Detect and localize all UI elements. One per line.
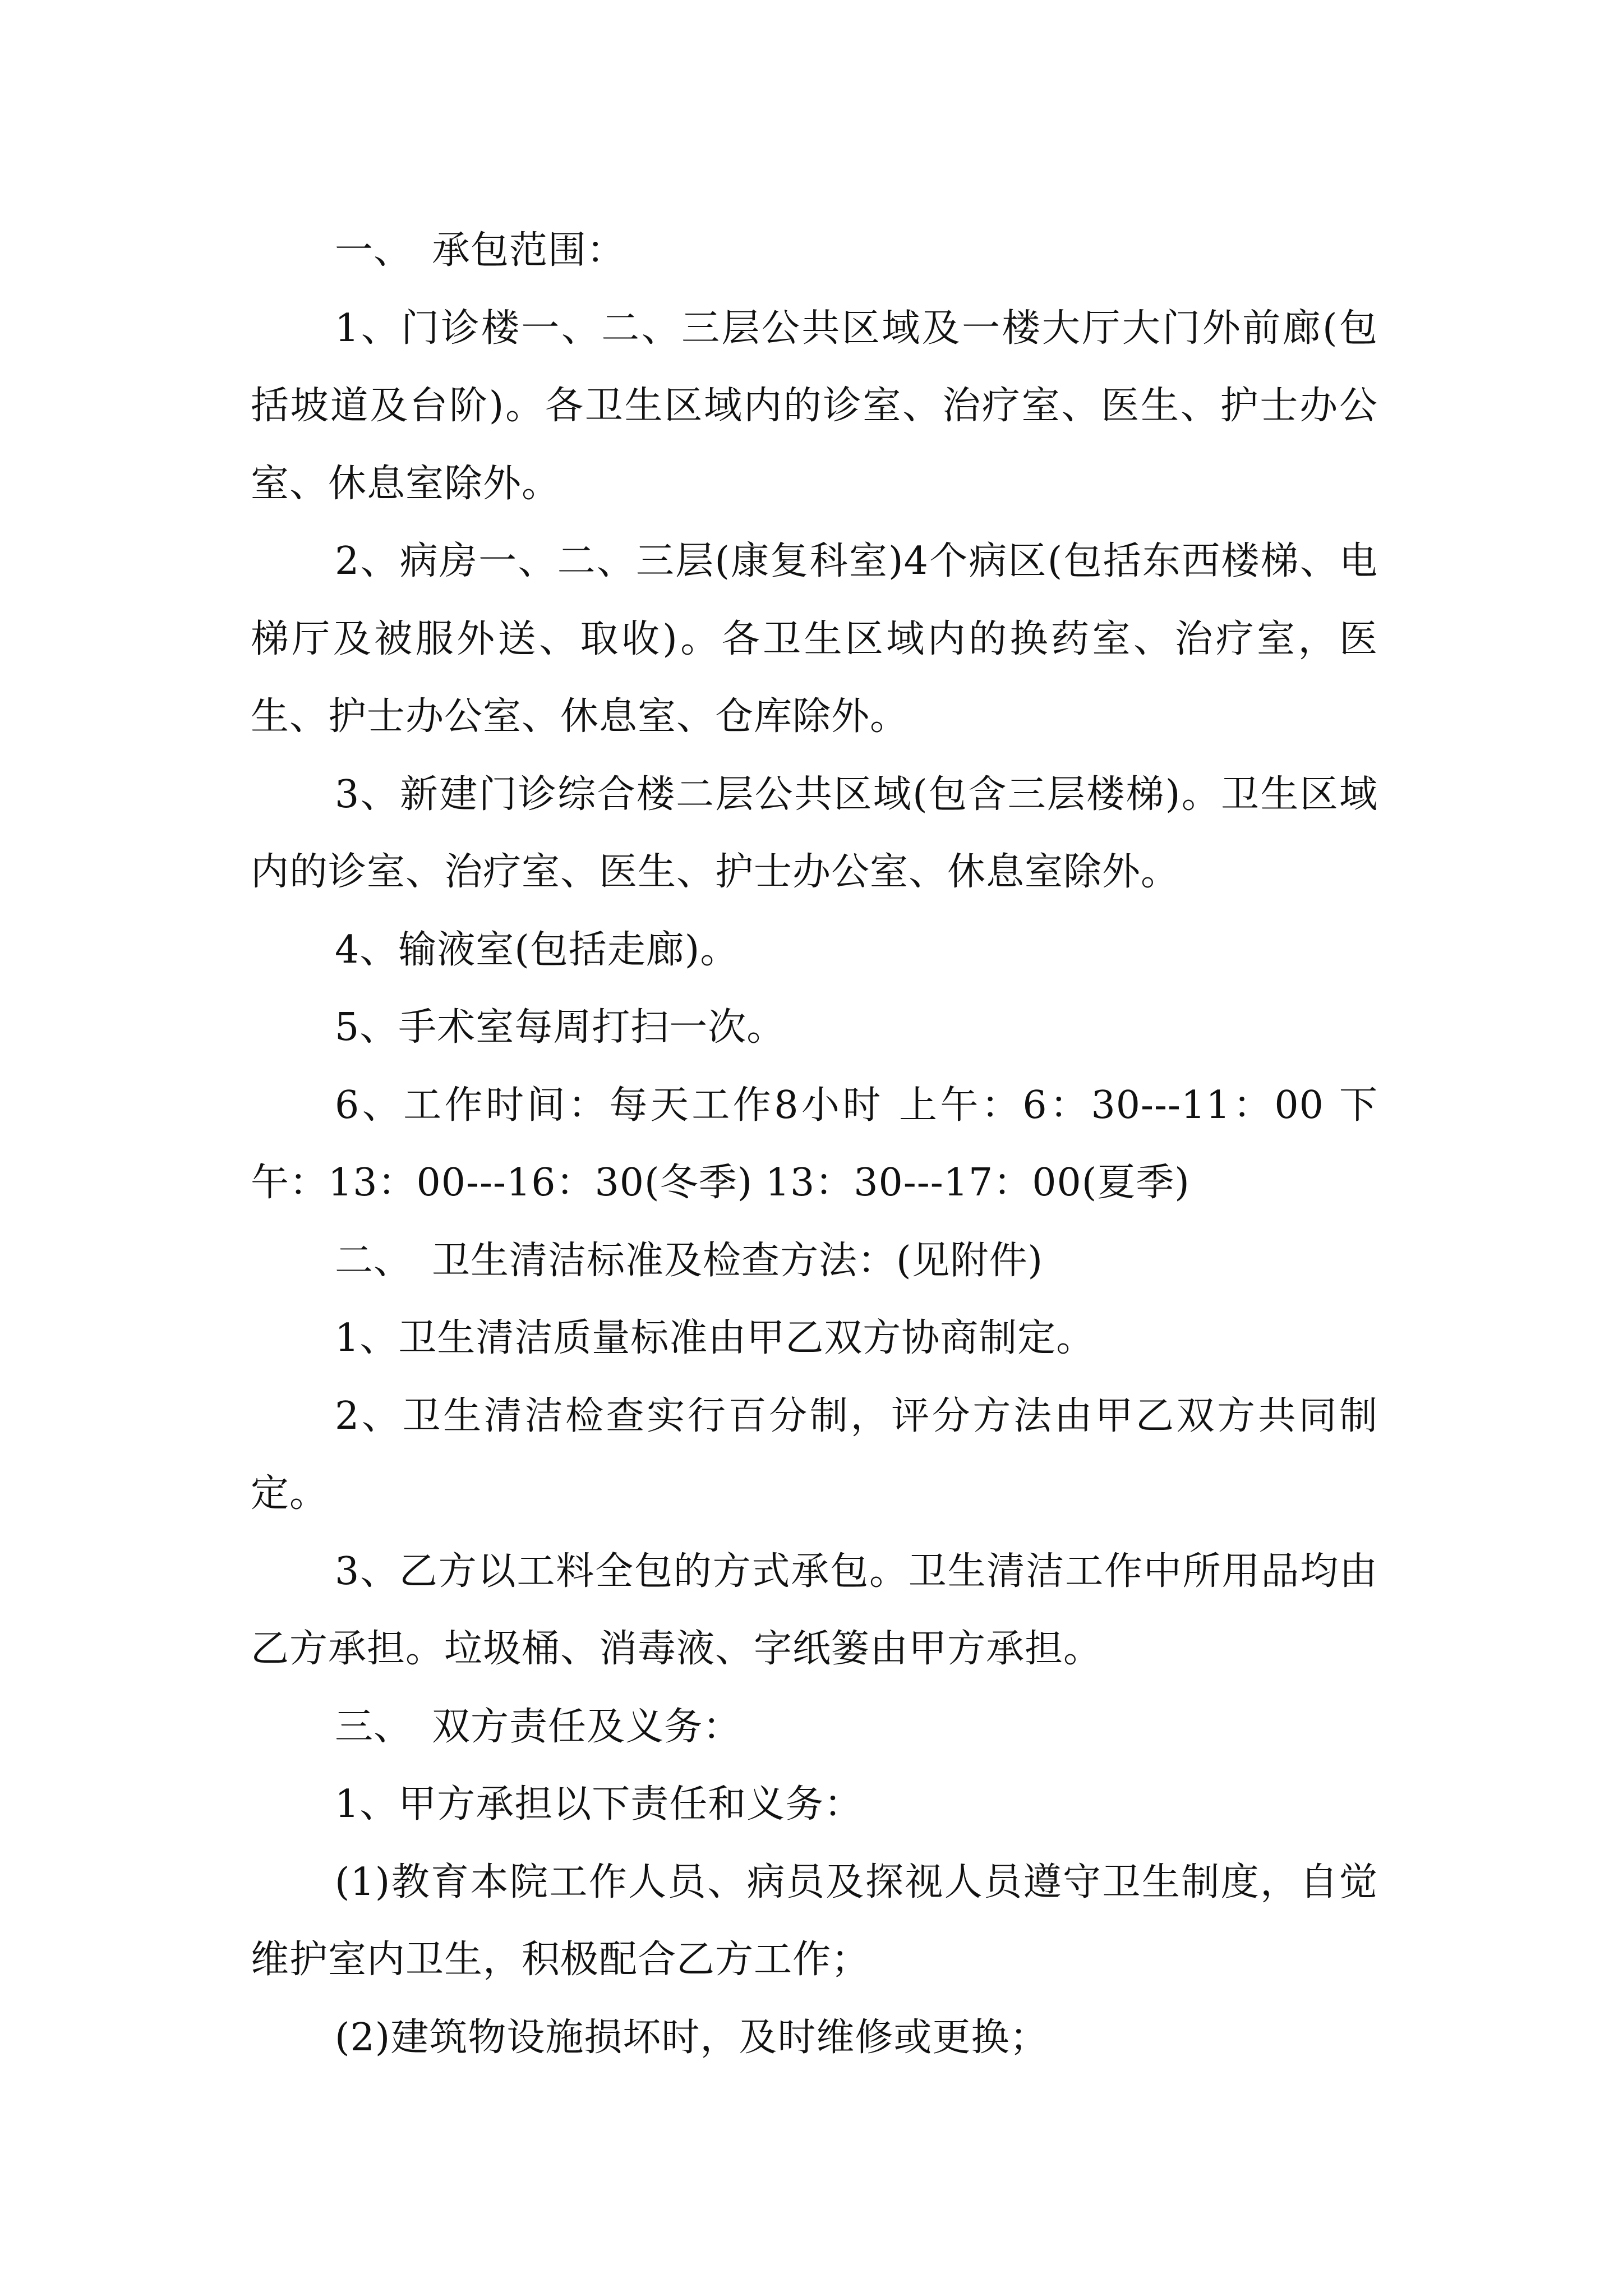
paragraph-2-1: 1、卫生清洁质量标准由甲乙双方协商制定。: [335, 1316, 1095, 1360]
paragraph-1-6: 6、工作时间：每天工作8小时 上午：6：30---11：00 下午：13：00---16：30(冬季) 13：30---17：00(夏季): [251, 1083, 1378, 1205]
paragraph-3-1: 1、甲方承担以下责任和义务：: [335, 1782, 863, 1826]
section-heading-1: 一、 承包范围：: [335, 228, 626, 273]
section-heading-2: 二、 卫生清洁标准及检查方法：(见附件): [335, 1238, 1044, 1283]
paragraph-1-4: 4、输液室(包括走廊)。: [335, 927, 739, 972]
document-body: [251, 212, 1378, 2077]
paragraph-1-3: 3、新建门诊综合楼二层公共区域(包含三层楼梯)。卫生区域内的诊室、治疗室、医生、护士办公室、休息室除外。: [251, 772, 1378, 894]
paragraph-2-2: 2、卫生清洁检查实行百分制，评分方法由甲乙双方共同制定。: [251, 1393, 1378, 1516]
paragraph-2-3: 3、乙方以工料全包的方式承包。卫生清洁工作中所用品均由乙方承担。垃圾桶、消毒液、字纸篓由甲方承担。: [251, 1549, 1378, 1671]
paragraph-1-2: 2、病房一、二、三层(康复科室)4个病区(包括东西楼梯、电梯厅及被服外送、取收)。各卫生区域内的换药室、治疗室，医生、护士办公室、休息室、仓库除外。: [251, 539, 1378, 739]
paragraph-1-1: 1、门诊楼一、二、三层公共区域及一楼大厅大门外前廊(包括坡道及台阶)。各卫生区域内的诊室、治疗室、医生、护士办公室、休息室除外。: [251, 306, 1378, 506]
paragraph-3-1-1: (1)教育本院工作人员、病员及探视人员遵守卫生制度，自觉维护室内卫生，积极配合乙方工作；: [251, 1860, 1378, 1982]
paragraph-3-1-2: (2)建筑物设施损坏时，及时维修或更换；: [335, 2015, 1049, 2060]
paragraph-1-5: 5、手术室每周打扫一次。: [335, 1005, 786, 1050]
section-heading-3: 三、 双方责任及义务：: [335, 1704, 742, 1749]
